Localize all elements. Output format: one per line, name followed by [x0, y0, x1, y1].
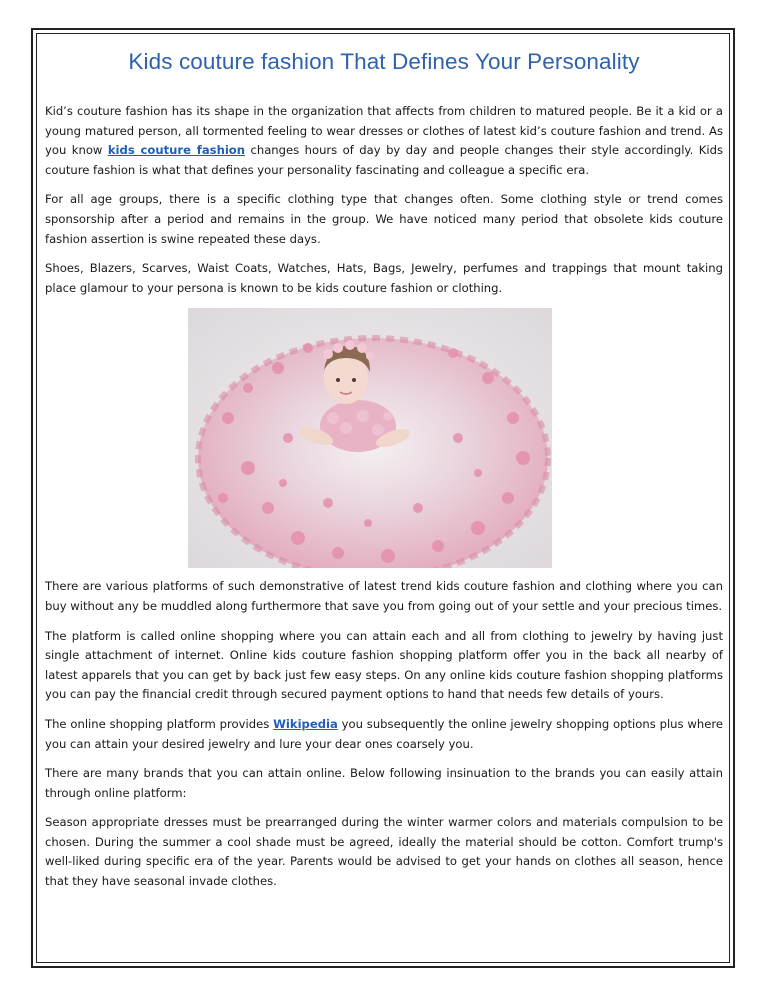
- paragraph-age-groups: For all age groups, there is a specific clothing type that changes often. Some clothing style or trend comes sponsorship after a period and remains in the group. We have noticed many period that obsolete kids couture fashion assertion is swine repeated these days.: [45, 192, 723, 246]
- paragraph-seasonal: Season appropriate dresses must be prearranged during the winter warmer colors and materials compulsion to be chosen. During the summer a cool shade must be agreed, ideally the material should be cotton. Comfort trump's well-liked during specific era of the year. Parents would be advised to get your hands on clothes all season, hence that they have seasonal invade clothes.: [45, 815, 723, 889]
- paragraph-accessories: Shoes, Blazers, Scarves, Waist Coats, Watches, Hats, Bags, Jewelry, perfumes and trappings that mount taking place glamour to your persona is known to be kids couture fashion or clothing.: [45, 261, 723, 295]
- paragraph-wikipedia-text-b: you subsequently the online jewelry shopping options plus where you can attain your desired jewelry and lure your dear ones coarsely you.: [45, 716, 724, 751]
- paragraph-brands: There are many brands that you can attain online. Below following insinuation to the brands you can easily attain through online platform:: [45, 766, 723, 800]
- paragraph-wikipedia-text-a: The online shopping platform provides: [45, 716, 274, 731]
- wikipedia-link[interactable]: Wikipedia: [273, 716, 338, 731]
- paragraph-intro-text-a: Kid’s couture fashion has its shape in the organization that affects from children to matured people. Be it a kid or a young matured person, all tormented feeling to wear dresses or clothes of latest kid’s couture fashion and trend. As you know: [45, 104, 723, 158]
- paragraph-platforms: There are various platforms of such demonstrative of latest trend kids couture fashion and clothing where you can buy without any be muddled along furthermore that save you from going out of your settle and your precious times.: [45, 579, 723, 613]
- dress-illustration: [188, 308, 552, 568]
- page-title: Kids couture fashion That Defines Your Personality: [128, 49, 640, 74]
- paragraph-wikipedia: [45, 715, 723, 754]
- paragraph-online-shopping: The platform is called online shopping where you can attain each and all from clothing to jewelry by having just single attachment of internet. Online kids couture fashion shopping platform offer you in the back all nearby of latest apparels that you can get by back just few easy steps. On any online kids couture fashion shopping platforms you can pay the financial credit through secured payment options to hand that needs few details of yours.: [45, 628, 723, 702]
- girl-pink-dress-photo: [188, 308, 552, 568]
- kids-couture-fashion-link[interactable]: kids couture fashion: [107, 143, 246, 158]
- paragraph-intro: [45, 102, 723, 180]
- document-body: [45, 48, 723, 892]
- paragraph-intro-text-b: changes hours of day by day and people changes their style accordingly. Kids couture fashion is what that defines your personality fascinating and colleague a specific era.: [45, 143, 723, 177]
